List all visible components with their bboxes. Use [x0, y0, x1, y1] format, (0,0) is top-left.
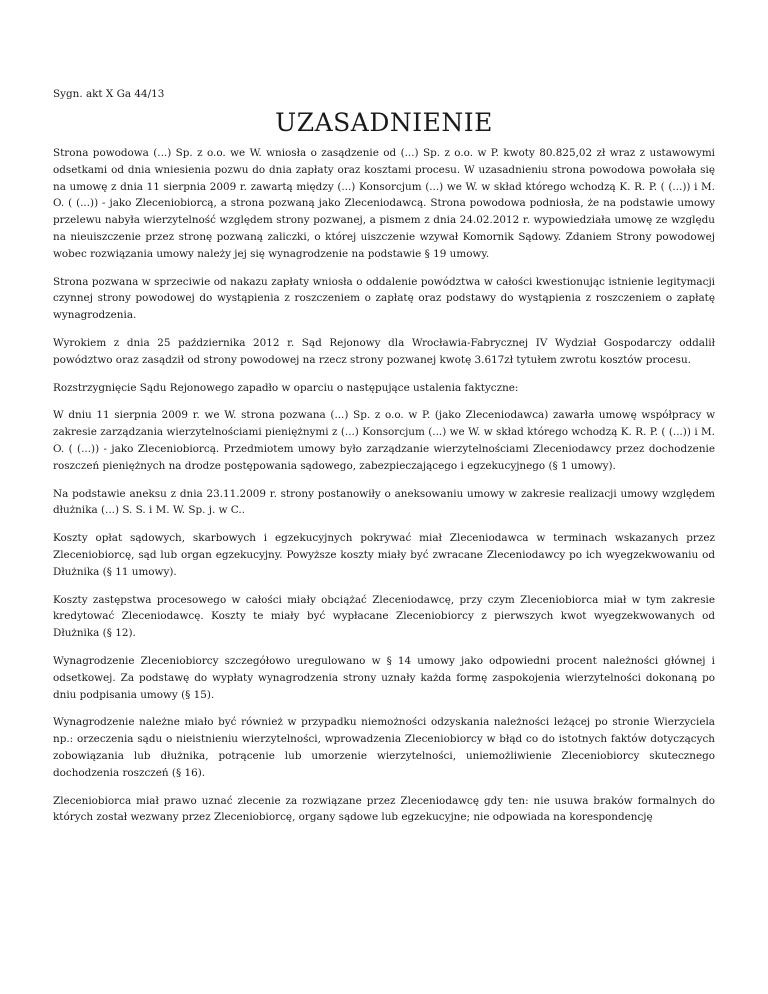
paragraph-5: W dniu 11 sierpnia 2009 r. we W. strona pozwana (...) Sp. z o.o. w P. (jako Zleceniodawca) zawarła umowę współpracy w zakresie zarządzania wierzytelnościami pieniężnymi z (...) Konsorcjum (...) we W. w skład którego wchodzą K. R. P. ( (...)) i M. O. ( (...)) - jako Zleceniobiorcą. Przedmiotem umowy było zarządzanie wierzytelnościami Zleceniodawcy przez dochodzenie roszczeń pieniężnych na drodze postępowania sądowego, zabezpieczającego i egzekucyjnego (§ 1 umowy).	[53, 409, 715, 472]
paragraph-10: Wynagrodzenie należne miało być również w przypadku niemożności odzyskania należności leżącej po stronie Wierzyciela np.: orzeczenia sądu o nieistnieniu wierzytelności, wprowadzenia Zleceniobiorcy w błąd co do istotnych faktów dotyczących zobowiązania lub dłużnika, potrącenie lub umorzenie wierzytelności, uniemożliwienie Zleceniobiorcy skutecznego dochodzenia roszczeń (§ 16).	[53, 716, 715, 779]
case-signature: Sygn. akt X Ga 44/13	[53, 88, 165, 100]
paragraph-9: Wynagrodzenie Zleceniobiorcy szczegółowo uregulowano w § 14 umowy jako odpowiedni procent należności głównej i odsetkowej. Za podstawę do wypłaty wynagrodzenia strony uznały każda formę zaspokojenia wierzytelności dokonaną po dniu podpisania umowy (§ 15).	[53, 654, 715, 701]
paragraph-1: Strona powodowa (...) Sp. z o.o. we W. wniosła o zasądzenie od (...) Sp. z o.o. w P. kwoty 80.825,02 zł wraz z ustawowymi odsetkami od dnia wniesienia pozwu do dnia zapłaty oraz kosztami procesu. W uzasadnieniu strona powodowa powołała się na umowę z dnia 11 sierpnia 2009 r. zawartą między (...) Konsorcjum (...) we W. w skład którego wchodzą K. R. P. ( (...)) i M. O. ( (...)) - jako Zleceniobiorcą, a strona pozwaną jako Zleceniodawcą. Strona powodowa podniosła, że na podstawie umowy przelewu nabyła wierzytelność względem strony pozwanej, a pismem z dnia 24.02.2012 r. wypowiedziała umowę ze względu na nieuiszczenie przez stronę pozwaną zaliczki, o której uiszczenie wzywał Komornik Sądowy. Zdaniem Strony powodowej wobec rozwiązania umowy należy jej się wynagrodzenie na podstawie § 19 umowy.	[53, 147, 715, 260]
document-title: UZASADNIENIE	[275, 108, 493, 137]
paragraph-6: Na podstawie aneksu z dnia 23.11.2009 r. strony postanowiły o aneksowaniu umowy w zakresie realizacji umowy względem dłużnika (...) S. S. i M. W. Sp. j. w C..	[53, 487, 715, 517]
paragraph-8: Koszty zastępstwa procesowego w całości miały obciążać Zleceniodawcę, przy czym Zleceniobiorca miał w tym zakresie kredytować Zleceniodawcę. Koszty te miały być wypłacane Zleceniobiorcy z pierwszych kwot wyegzekwowanych od Dłużnika (§ 12).	[53, 593, 715, 640]
paragraph-4: Rozstrzygnięcie Sądu Rejonowego zapadło w oparciu o następujące ustalenia faktyczne:	[53, 381, 519, 394]
paragraph-11: Zleceniobiorca miał prawo uznać zlecenie za rozwiązane przez Zleceniodawcę gdy ten: nie usuwa braków formalnych do których został wezwany przez Zleceniobiorcę, organy sądowe lub egzekucyjne; nie odpowiada na korespondencję	[53, 794, 715, 824]
paragraph-7: Koszty opłat sądowych, skarbowych i egzekucyjnych pokrywać miał Zleceniodawca w terminach wskazanych przez Zleceniobiorcę, sąd lub organ egzekucyjny. Powyższe koszty miały być zwracane Zleceniodawcy po ich wyegzekwowaniu od Dłużnika (§ 11 umowy).	[53, 532, 715, 578]
document-body	[53, 145, 715, 837]
paragraph-2: Strona pozwana w sprzeciwie od nakazu zapłaty wniosła o oddalenie powództwa w całości kwestionując istnienie legitymacji czynnej strony powodowej do wystąpienia z roszczeniem o zapłatę oraz podstawy do wystąpienia z roszczeniem o zapłatę wynagrodzenia.	[53, 275, 715, 322]
paragraph-3: Wyrokiem z dnia 25 października 2012 r. Sąd Rejonowy dla Wrocławia-Fabrycznej IV Wydział Gospodarczy oddalił powództwo oraz zasądził od strony powodowej na rzecz strony pozwanej kwotę 3.617zł tytułem zwrotu kosztów procesu.	[53, 336, 715, 366]
